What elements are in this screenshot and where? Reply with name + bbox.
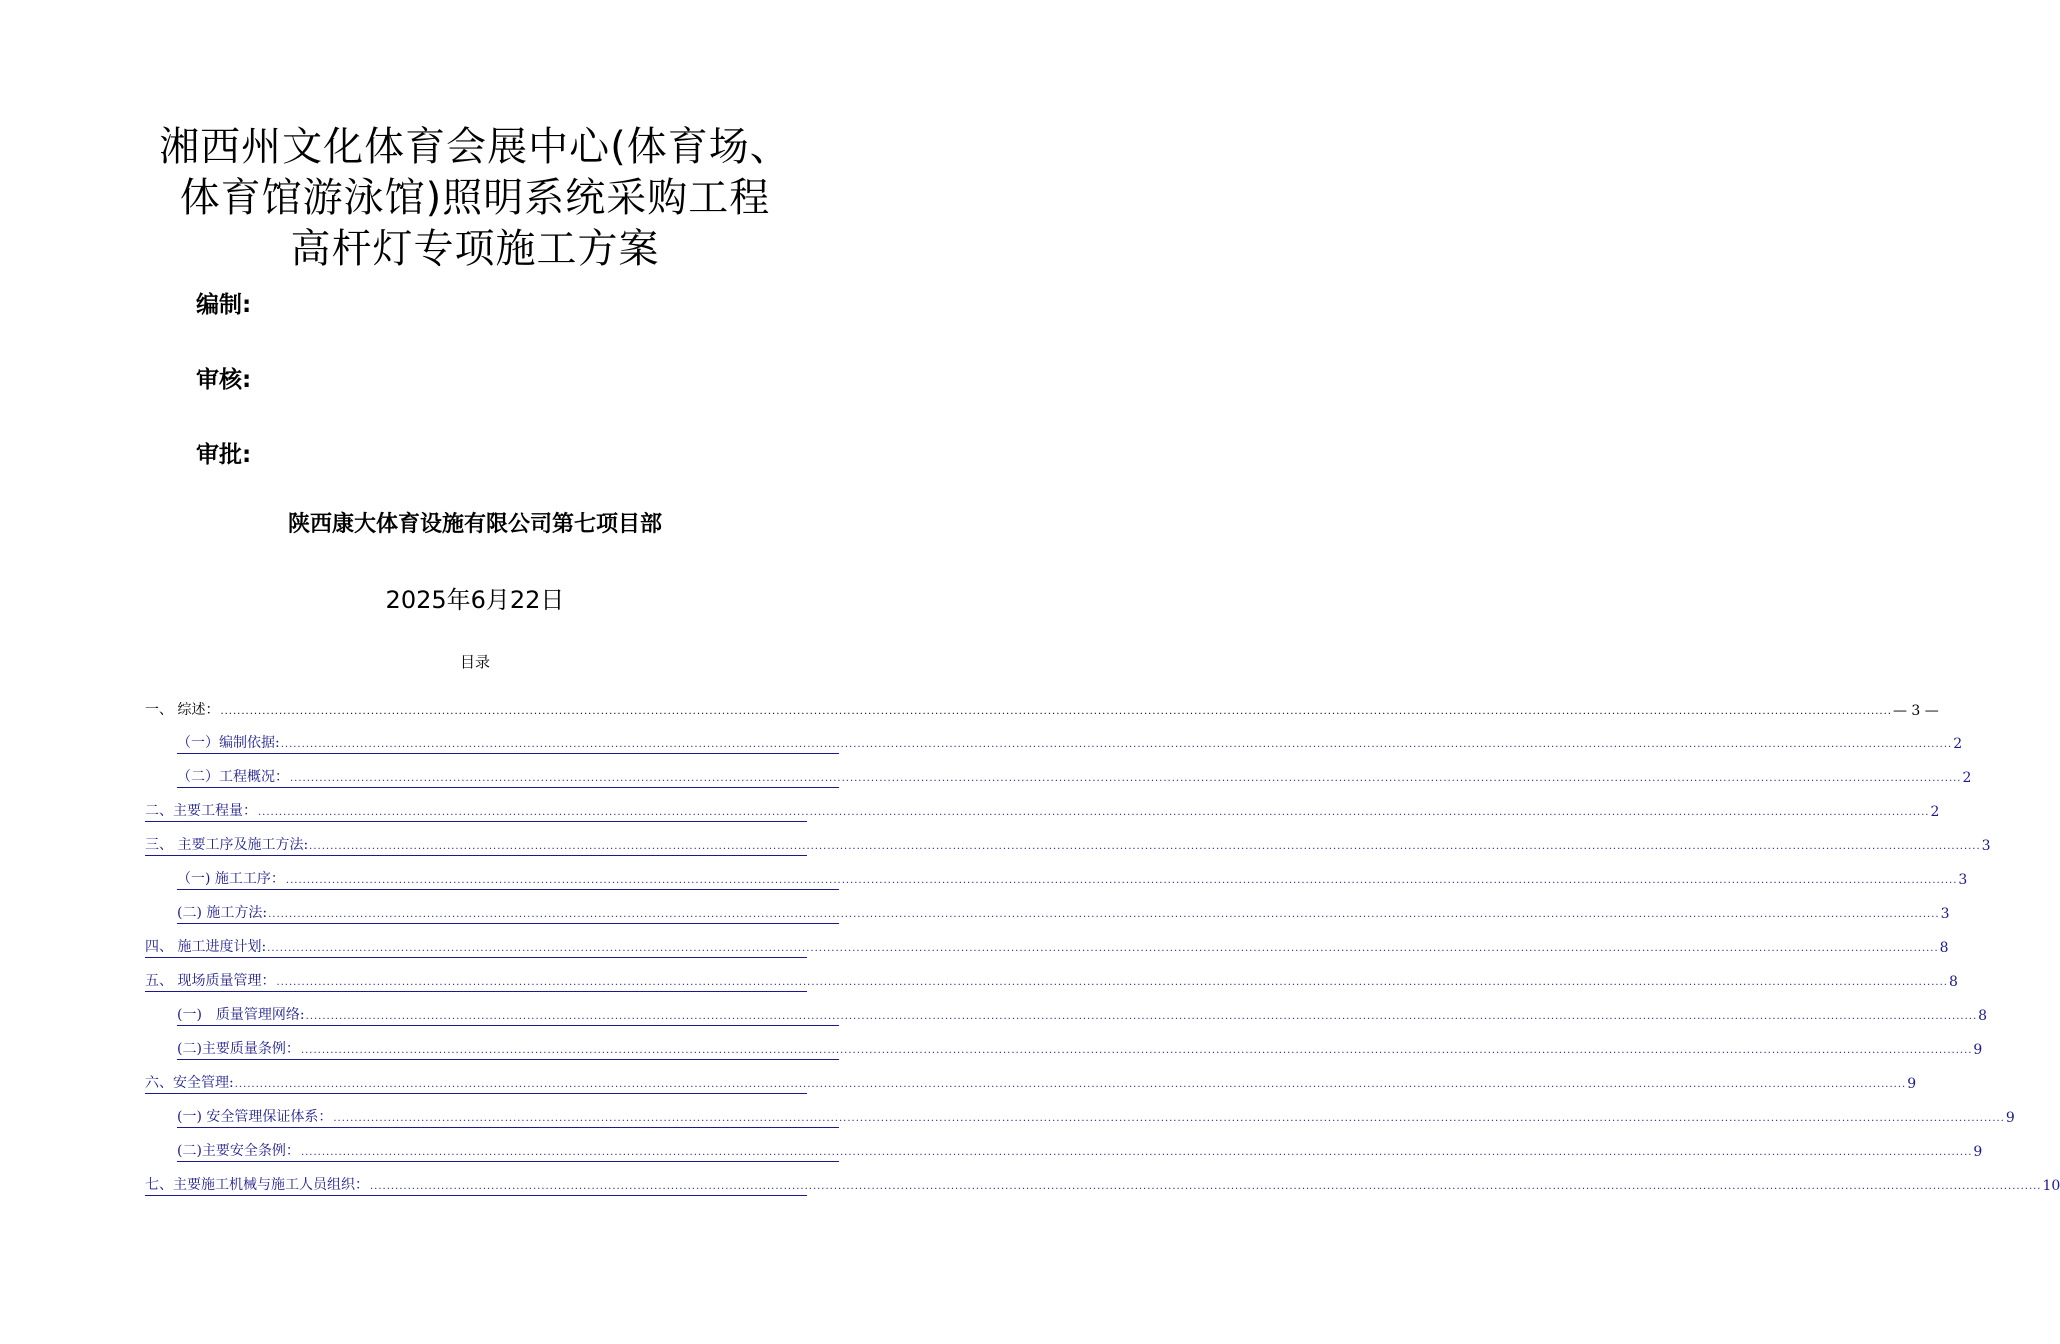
- toc-entry-page: 8: [1978, 1008, 1988, 1024]
- toc-entry-page: 8: [1939, 940, 1949, 956]
- toc-leader-dots: ................................................................................................................................................................................................................................................................................................................................................................................................................: [300, 1045, 1973, 1056]
- toc-entry-page: 9: [1973, 1144, 1983, 1160]
- reviewed-by-label: 审核:: [196, 367, 252, 393]
- document-date: 2025年6月22日: [385, 586, 565, 614]
- toc-leader-dots: ................................................................................................................................................................................................................................................................................................................................................................................................................: [285, 875, 1958, 886]
- toc-entry-page: 9: [1973, 1042, 1983, 1058]
- toc-entry[interactable]: [145, 1026, 1983, 1060]
- toc-entry[interactable]: [145, 1060, 1917, 1094]
- toc-entry-label: 六、安全管理:: [145, 1075, 234, 1091]
- toc-entry-label: (一) 安全管理保证体系：: [177, 1109, 333, 1125]
- title-line-1: 湘西州文化体育会展中心(体育场、: [159, 124, 791, 170]
- toc-entry[interactable]: [145, 924, 1949, 958]
- toc-leader-dots: ................................................................................................................................................................................................................................................................................................................................................................................................................: [290, 773, 1962, 784]
- toc-entry-label: 四、 施工进度计划:: [145, 939, 267, 955]
- toc-leader-dots: ................................................................................................................................................................................................................................................................................................................................................................................................................: [267, 943, 1939, 954]
- toc-entry-label: (二) 施工方法:: [177, 905, 268, 921]
- toc-entry[interactable]: [145, 788, 1940, 822]
- toc-entry-label: （一) 施工工序：: [177, 871, 285, 887]
- toc-entry[interactable]: [145, 1094, 2015, 1128]
- toc-entry-page: 2: [1962, 770, 1972, 786]
- toc-entry-page: 2: [1930, 804, 1940, 820]
- toc-leader-dots: ................................................................................................................................................................................................................................................................................................................................................................................................................: [220, 706, 1892, 717]
- approved-by-label: 审批:: [196, 442, 252, 468]
- company-name: 陕西康大体育设施有限公司第七项目部: [287, 512, 662, 537]
- toc-entry-label: 一、 综述：: [145, 702, 220, 718]
- table-of-contents: [145, 686, 2060, 1196]
- toc-entry-label: 七、主要施工机械与施工人员组织：: [145, 1177, 369, 1193]
- toc-leader-dots: ................................................................................................................................................................................................................................................................................................................................................................................................................: [370, 1181, 2042, 1192]
- toc-entry[interactable]: [145, 754, 1972, 788]
- toc-entry[interactable]: [145, 958, 1958, 992]
- toc-leader-dots: ................................................................................................................................................................................................................................................................................................................................................................................................................: [333, 1113, 2005, 1124]
- document-title: [0, 122, 950, 275]
- toc-entry-label: （一）编制依据:: [177, 735, 280, 751]
- toc-entry-label: 二、主要工程量：: [145, 803, 257, 819]
- title-line-3: 高杆灯专项施工方案: [290, 226, 660, 272]
- toc-entry-page: 3: [1981, 838, 1991, 854]
- toc-entry[interactable]: [145, 720, 1963, 754]
- toc-entry-label: 五、 现场质量管理：: [145, 973, 276, 989]
- toc-entry[interactable]: [145, 822, 1991, 856]
- title-line-2: 体育馆游泳馆)照明系统采购工程: [179, 175, 771, 221]
- toc-entry[interactable]: [145, 856, 1968, 890]
- toc-leader-dots: ................................................................................................................................................................................................................................................................................................................................................................................................................: [300, 1147, 1973, 1158]
- toc-entry-label: (二)主要安全条例：: [177, 1143, 300, 1159]
- toc-entry-page: 10: [2042, 1178, 2060, 1194]
- toc-entry-label: 三、 主要工序及施工方法:: [145, 837, 309, 853]
- toc-entry[interactable]: [145, 686, 1939, 720]
- toc-entry-page: 9: [2005, 1110, 2015, 1126]
- toc-entry-page: — 3 —: [1892, 703, 1939, 719]
- toc-leader-dots: ................................................................................................................................................................................................................................................................................................................................................................................................................: [258, 807, 1930, 818]
- toc-entry-page: 3: [1958, 872, 1968, 888]
- toc-leader-dots: ................................................................................................................................................................................................................................................................................................................................................................................................................: [280, 739, 1953, 750]
- toc-entry[interactable]: [145, 1162, 2060, 1196]
- toc-entry-page: 9: [1907, 1076, 1917, 1092]
- toc-leader-dots: ................................................................................................................................................................................................................................................................................................................................................................................................................: [268, 909, 1940, 920]
- toc-entry-label: （二）工程概况：: [177, 769, 289, 785]
- toc-entry[interactable]: [145, 1128, 1983, 1162]
- toc-leader-dots: ................................................................................................................................................................................................................................................................................................................................................................................................................: [305, 1011, 1978, 1022]
- compiled-by-label: 编制:: [196, 292, 252, 318]
- toc-entry-page: 2: [1953, 736, 1963, 752]
- toc-entry-label: (二)主要质量条例：: [177, 1041, 300, 1057]
- toc-entry-page: 3: [1940, 906, 1950, 922]
- toc-leader-dots: ................................................................................................................................................................................................................................................................................................................................................................................................................: [234, 1079, 1907, 1090]
- toc-entry-page: 8: [1948, 974, 1958, 990]
- toc-entry[interactable]: [145, 992, 1988, 1026]
- toc-leader-dots: ................................................................................................................................................................................................................................................................................................................................................................................................................: [309, 841, 1981, 852]
- toc-entry[interactable]: [145, 890, 1950, 924]
- toc-title: 目录: [459, 653, 490, 671]
- toc-leader-dots: ................................................................................................................................................................................................................................................................................................................................................................................................................: [276, 977, 1948, 988]
- toc-entry-label: (一) 质量管理网络:: [177, 1007, 305, 1023]
